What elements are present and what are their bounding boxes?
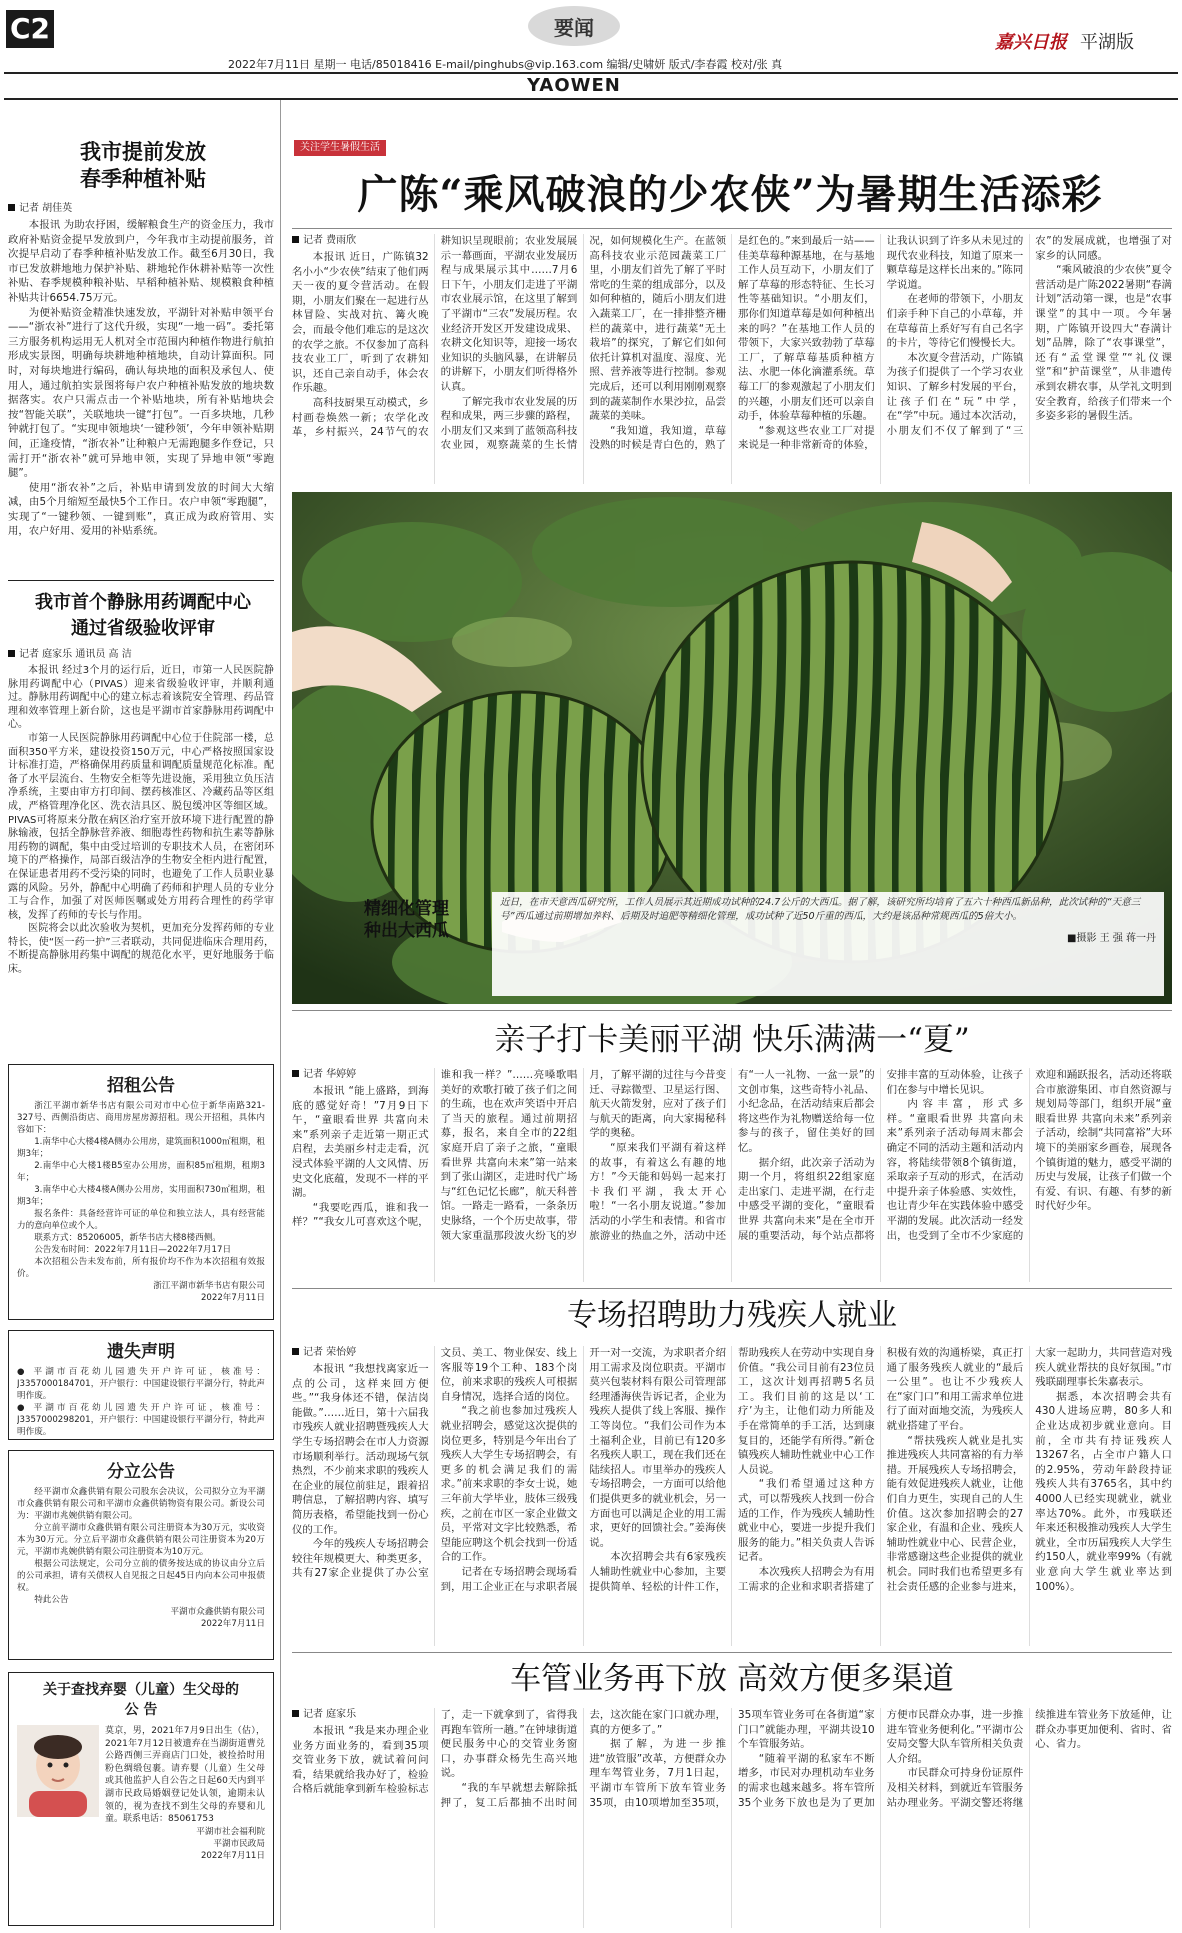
story-2-paragraph: 本报讯 “能上盛路，到海底的感觉好奇！”7月9日下午，“童眼看世界 共富向未来”系列亲子走近第一期正式启程，去美丽乡村走走看，沉浸式体验平湖的人文风情、历史文化底蕴，发现不一样的平湖。 — [292, 1085, 429, 1200]
story-2-byline: 记者 华婷婷 — [292, 1068, 429, 1081]
notice-orphan-signatures — [17, 1826, 265, 1862]
lead-story-paragraph: “参观这些农业工厂对提来说是一种非常新奇的体验，让我认识到了许多从未见过的现代农业科技，知道了原来一颗草莓是这样长出来的。”陈同学说道。 — [737, 235, 1024, 452]
story-4-paragraph: 据了解，为进一步推进“放管服”改革，方便群众办理车驾管业务，7月1日起，平湖市车管所下放车管业务35项，由10项增加至35项，35项车管业务可在各街道“家门口”就能办理，平湖共设10个车管服务站。 — [589, 1709, 875, 1809]
notice-recruit-box — [8, 1064, 274, 1320]
notice-split-body — [17, 1486, 265, 1630]
story-3-body — [292, 1346, 1172, 1594]
notice-orphan-signature-2: 平湖市民政局 — [213, 1838, 265, 1849]
lead-byline: 记者 费雨欣 — [292, 234, 429, 247]
story-3-article — [292, 1346, 1172, 1646]
lead-story-paragraph: “乘风破浪的少农侠”夏令营活动是广陈2022暑期“春满计划”活动第一课，也是“农事课堂”的其中一项。今年暑期，广陈镇开设四大“春满计划”品牌，除了“农事课堂”，还有“孟堂课堂”“礼仪课堂”和“护苗课堂”，从非遗传承到农耕农事，从学礼文明到安全教育，给孩子们带来一个多姿多彩的暑假生活。 — [1035, 264, 1172, 423]
lead-story-paragraph: 本报讯 近日，广陈镇32名小小“少农侠”结束了他们两天一夜的夏令营活动。在假期，小朋友们聚在一起进行丛林冒险、实战对抗、篝火晚会，而最令他们难忘的是这次的农学之旅。不仅参加了高科技农业工厂，听到了农耕知识，还自己亲自动手，体会农作乐趣。 — [292, 251, 429, 395]
notice-orphan-signature-1: 平湖市社会福利院 — [196, 1826, 265, 1837]
mid-left-body — [8, 664, 274, 977]
top-left-headline — [8, 138, 278, 192]
top-left-body — [8, 218, 274, 539]
lead-story-paragraph: 高科技厨果互动模式，乡村画卷焕然一新；农学化改革，乡村振兴，24节气的农耕知识呈现眼前；农业发展展示一幕画面，平湖农业发展历程与成果展示其中……7月6日下午，小朋友们走进了平湖市农业展示馆，在这里了解到了平湖市“三农”发展历程。农业经济开发区开发建设成果、农耕文化知识等，迎接一场农业知识的头脑风暴，在讲解员的讲解下，小朋友们听得格外认真。 — [292, 235, 578, 439]
story-3-paragraph: “帮扶残疾人就业是扎实推进残疾人共同富裕的有力举措。开展残疾人专场招聘会，能有效促进残疾人就业，让他们自力更生，实现自己的人生价值。这次参加招聘会的27家企业，有温和企业、残疾人辅助性就业中心、民营企业，非常感谢这些企业提供的就业机会。同时我们也希望更多有社会责任感的企业参与进来，大家一起助力，共同营造对残疾人就业帮扶的良好氛围。”市残联副理事长朱嘉表示。 — [886, 1347, 1172, 1593]
top-left-byline: 记者 胡佳英 — [8, 202, 274, 215]
top-left-para-3: 使用“浙农补”之后，补贴申请到发放的时间大大缩减，由5个月缩短至最快5个工作日。农户申领“零跑腿”，实现了“一键秒领、一键到账”，真正成为政府管用、实用，农户好用、爱用的补贴系统。 — [8, 481, 274, 538]
masthead-rule-thin — [4, 98, 1178, 100]
notice-recruit-para: 本次招租公告未发布前，所有报价均不作为本次招租有效报价。 — [17, 1257, 265, 1279]
notice-lost-title: 遗失声明 — [107, 1342, 175, 1362]
story-4-body — [292, 1708, 1172, 1810]
notice-recruit-para: 3.南华中心大楼4楼A侧办公用房，实用面积730㎡租期，租期3年； — [17, 1185, 265, 1207]
byline-square-icon — [8, 204, 15, 211]
lead-story-paragraph: 了解完我市农业发展的历程和成果，两三步骤的路程，小朋友们又来到了蓝领高科技农业园，观察蔬菜的生长情况，如何规模化生产。在蓝领高科技农业示范园蔬菜工厂里，小朋友们首先了解了平时常吃的生菜的组成部分，以及如何种植的，随后小朋友们进入蔬菜工厂，在一排排整齐栅栏的蔬菜中，进行蔬菜“无土栽培”的探究，了解它们如何依托计算机对温度、湿度、光照、营养液等进行控制。参观完成后，还可以利用刚刚观察到的蔬菜制作水果沙拉，品尝蔬菜的美味。 — [440, 235, 726, 452]
notice-recruit-para: 2.南华中心大楼1楼B5室办公用房，面积85㎡租期，租期3年； — [17, 1161, 265, 1183]
story-3-paragraph: 今年的残疾人专场招聘会较往年规模更大、种类更多，共有27家企业提供了办公室文员、美工、物业保安、线上客服等19个工种、183个岗位，前来求职的残疾人可根据自身情况，选择合适的岗位。 — [292, 1347, 578, 1580]
notice-recruit-signature: 浙江平湖市新华书店有限公司 — [153, 1281, 265, 1291]
mid-left-para-2: 市第一人民医院静脉用药调配中心位于住院部一楼，总面积350平方米，建设投资150万元，中心严格按照国家设计标准打造，严格确保用药质量和调配质量规范化标准。配备了水平层流台、生物安全柜等先进设施，采用独立负压洁净系统，主要由审方打印间、摆药核准区、冷藏药品等区组成，严格管理净化区、洗衣洁具区、脱包缓冲区等细区域。PIVAS可将原来分散在病区治疗室开放环境下进行配置的静脉输液，包括全静脉营养液、细胞毒性药物和抗生素等静脉用药物的调配，集中由受过培训的专职技术人员，在密闭环境下的严格操作，局部百级洁净的生物安全柜内进行配置，在保证患者用药不受污染的同时，也避免了工作人员职业暴露的风险。另外，静配中心明确了药师和护理人员的专业分工与合作，加强了对医师医嘱或处方用药合理性的药学审核，发挥了药师的专长与作用。 — [8, 732, 274, 921]
left-column-divider — [280, 100, 281, 1930]
top-left-para-1: 本报讯 为助农抒困，缓解粮食生产的资金压力，我市政府补贴资金提早发放到户，今年我市主动提前服务，首次提早启动了春季种植补贴发放工作。截至6月30日，我市已发放耕地地力保护补贴、耕地轮作休耕补贴等一次性补贴、春季规模种粮补贴、早稻种植补贴、规模粮食种植补贴共计6654.75万元。 — [8, 219, 274, 304]
masthead-rule-thick — [4, 72, 1178, 74]
photo-credit: ■摄影 王 强 蒋一丹 — [1067, 933, 1156, 944]
notice-split-para: 特此公告 — [34, 1595, 69, 1605]
mid-left-headline-line-2: 通过省级验收评审 — [71, 618, 215, 639]
section-title-cn: 要闻 — [554, 16, 594, 40]
notice-recruit-para: 联系方式：85206005，新华书店大楼8楼西侧。 — [34, 1233, 221, 1243]
byline-square-icon — [292, 236, 299, 243]
story-3-headline: 专场招聘助力残疾人就业 — [567, 1298, 897, 1333]
lead-kicker: 关注学生暑假生活 — [294, 140, 386, 156]
story-4-headline: 车管业务再下放 高效方便多渠道 — [510, 1661, 954, 1697]
photo-caption-title-1: 精细化管理 — [364, 899, 449, 919]
notice-orphan-box — [8, 1672, 274, 1926]
lead-headline-rule — [292, 228, 1172, 229]
story-4-paragraph: 市民群众可持身份证原件及相关材料，到就近车管服务站办理业务。平湖交警还将继续推进车管业务下放延伸，让群众办事更加便利、省时、省心、省力。 — [886, 1709, 1172, 1809]
story-2-paragraph: “原来我们平湖有着这样的故事，有着这么有趣的地方！”今天能和妈妈一起来打卡我们平湖，我太开心啦！“一名小朋友说道。”参加活动的小学生和表情。和省市旅游业的热血之外，活动中还有“一人一礼物、一盆一景”的文创市集，这些奇特小礼品、小纪念品，在活动结束后都会将这些作为礼物赠送给每一位参与的孩子，留住美好的回忆。 — [589, 1069, 875, 1242]
story-4-article — [292, 1708, 1172, 1928]
section-title-en: YAOWEN — [527, 75, 621, 96]
lead-headline: 广陈“乘风破浪的少农侠”为暑期生活添彩 — [357, 171, 1103, 218]
mid-left-headline — [8, 590, 278, 642]
notice-split-signature: 平湖市众鑫供销有限公司 — [170, 1607, 265, 1617]
story-4-paragraph: “我的车早就想去解除抵押了，复工后都抽不出时间去，这次能在家门口就办理，真的方便多了。” — [440, 1709, 726, 1809]
story-4-rule — [292, 1652, 1172, 1653]
date-line: 2022年7月11日 星期一 电话/85018416 E-mail/pinghubs@vip.163.com 编辑/史啸妍 版式/李春霞 校对/张 真 — [228, 58, 783, 71]
story-3-paragraph: “我之前也参加过残疾人就业招聘会，感觉这次提供的岗位更多，特别是今年出台了残疾人大学生专场招聘会，有更多的机会满足我们的需求。”前来求职的李女士说，她三年前大学毕业，肢体三级残疾，之前在市区一家企业做文员，平常对文字比较熟悉，希望能应聘这个机会找到一份适合的工作。 — [440, 1405, 578, 1564]
story-2-paragraph: 据介绍，此次亲子活动为期一个月，将组织22组家庭走出家门、走进平湖，在行走中感受平湖的变化，“童眼看世界 共富向未来”是在全市开展的重要活动，每个站点都将安排丰富的互动体验，让孩子们在参与中增长见识。 — [737, 1069, 1024, 1242]
notice-recruit-para: 1.南华中心大楼4楼A侧办公用房，建筑面积1000㎡租期，租期3年； — [17, 1137, 265, 1159]
edition-name: 平湖版 — [1080, 32, 1134, 53]
mid-left-para-1: 本报讯 经过3个月的运行后，近日，市第一人民医院静脉用药调配中心（PIVAS）迎来省级验收评审，并顺利通过。静脉用药调配中心的建立标志着该院安全管理、药品管理和效率管理上新台阶，这也是平湖市首家静脉用药调配中心。 — [8, 665, 274, 731]
top-left-article — [8, 202, 274, 562]
lead-story-paragraph: 本次夏令营活动，广陈镇为孩子们提供了一个学习农业知识、了解乡村发展的平台，让孩子们在“玩”中学，在“学”中玩。通过本次活动，小朋友们不仅了解到了“三农”的发展成就，也增强了对家乡的认同感。 — [886, 235, 1172, 437]
story-3-byline: 记者 荣怡婷 — [292, 1346, 429, 1359]
notice-orphan-title-1: 关于查找弃婴（儿童）生父母的 — [43, 1682, 239, 1698]
story-2-paragraph: 内容丰富，形式多样。“童眼看世界 共富向未来”系列亲子活动每周末都会确定不同的活动主题和活动内容，将陆续带领8个镇街道，采取亲子互动的形式，在活动中提升亲子体验感、实效性，也让青少年在实践体验中感受平湖的发展。此次活动一经发出，也受到了全市不少家庭的欢迎和踊跃报名，活动还将联合市旅游集团、市自然资源与规划局等部门，组织开展“童眼看世界 共富向未来”系列亲子活动，绘制“共同富裕”大环境下的美丽家乡画卷，展现各个镇街道的魅力，感受平湖的历史与发展，让孩子们做一个有爱、有识、有趣、有梦的新时代好少年。 — [886, 1069, 1172, 1242]
story-3-paragraph: 本报讯 “我想找离家近一点的公司，这样来回方便些。”“我身体还不错，保洁岗能做。”……近日，第十六届我市残疾人就业招聘暨残疾人大学生专场招聘会在市人力资源市场顺利举行。活动现场气氛热烈，不少前来求职的残疾人在企业的展位前驻足，跟着招聘信息，了解招聘内容、填写简历表格，希望能找到一份心仪的工作。 — [292, 1363, 429, 1536]
page-code-box — [6, 10, 54, 48]
top-left-para-2: 为便补贴资金精准快速发放，平湖针对补贴申领平台——“浙农补”进行了这代升级，实现“一地一码”。委托第三方服务机构运用无人机对全市范围内种植作物进行航拍形成实景图，明确每块耕地种植地块，自动计算面积。同时，对每块地进行编码，确认每块地的面积及承包人、使用人，通过航拍实景图将每户农户种植补贴发放的地块数据落实。农户只需点击一个补贴地块，所有补贴地块会按“智能关联”，关联地块一键“打包”。一百多块地，几秒钟就打包了。“实现申领地块‘一键秒领’，今年申领补贴期间，正逢疫情，“浙农补”让种粮户无需跑腿多作登记，只需打开“浙农补”就可异地申领，实现了异地申领“零跑腿”。 — [8, 306, 274, 480]
story-3-paragraph: “我们希望通过这种方式，可以帮残疾人找到一份合适的工作，作为残疾人辅助性就业中心，要进一步提升我们服务的能力。”相关负责人告诉记者。 — [737, 1478, 875, 1564]
top-left-headline-line-2: 春季种植补贴 — [80, 166, 206, 191]
mid-left-para-3: 医院将会以此次验收为契机，更加充分发挥药师的专业特长，使“医一药一护”三者联动，共同促进临床合理用药，不断提高静脉用药集中调配的规范化水平，更好地服务于临床。 — [8, 923, 274, 976]
notice-recruit-para: 报名条件：具备经营许可证的单位和独立法人，具有经营能力的意向单位或个人。 — [17, 1209, 265, 1231]
story-3-paragraph: 记者在专场招聘会现场看到，用工企业正在与求职者展开一对一交流，为求职者介绍用工需求及岗位职责。平湖市莫兴包装材料有限公司管理部经理潘海侠告诉记者，企业为残疾人提供了线上客服、操作工等岗位。“我们公司作为本土福利企业，目前已有120多名残疾人职工，现在我们还在陆续招人。市里举办的残疾人专场招聘会，一方面可以给他们提供更多的就业机会，另一方面也可以满足企业的用工需求，更好的回馈社会。”姜海侠说。 — [440, 1347, 726, 1593]
notice-recruit-para: 浙江平湖市新华书店有限公司对市中心位于新华南路321-327号、西侧沿街店、商用房屋房源招租。现公开招租，具体内容如下： — [17, 1101, 265, 1135]
top-left-headline-line-1: 我市提前发放 — [80, 139, 206, 164]
watermelon-photo — [292, 492, 1172, 1004]
byline-square-icon — [292, 1348, 299, 1355]
story-4-paragraph: 本报讯 “我是来办理企业业务方面业务的，看到35项交管业务下放，就试着问问看，结果就给我办好了，检验合格后就能拿到新车检验标志了，走一下就拿到了，省得我再跑车管所一趟。”在钟埭街道便民服务中心的交管业务窗口，办事群众杨先生高兴地说。 — [292, 1709, 578, 1796]
notice-recruit-date: 2022年7月11日 — [200, 1293, 265, 1303]
mid-left-article — [8, 648, 274, 1048]
notice-recruit-title: 招租公告 — [107, 1076, 175, 1096]
notice-split-box — [8, 1450, 274, 1660]
lead-story-paragraph: “我知道，我知道，草莓没熟的时候是青白色的，熟了是红色的。”来到最后一站——佳美草莓种源基地，在与基地工作人员互动下，小朋友们了解了草莓的形态特征、生长习性等基础知识。“小朋友们，那你们知道草莓是如何种植出来的吗？”在基地工作人员的带领下，大家兴致勃勃了草莓工厂，了解草莓基质种植方法、水肥一体化滴灌系统。草莓工厂的参观激起了小朋友们的兴趣，小朋友们还可以亲自动手，体验草莓种植的乐趣。 — [589, 235, 875, 452]
story-3-paragraph: 本次残疾人招聘会为有用工需求的企业和求职者搭建了积极有效的沟通桥梁，真正打通了服务残疾人就业的“最后一公里”。也让不少残疾人在“家门口”和用工需求单位进行了面对面地交流，为残疾人就业搭建了平台。 — [737, 1347, 1024, 1593]
lead-story-paragraph: 在老师的带领下，小朋友们亲手种下自己的小草莓，并在草莓苗上系好写有自己名字的卡片，等待它们慢慢长大。 — [886, 293, 1024, 350]
notice-split-para: 经平湖市众鑫供销有限公司股东会决议，公司拟分立为平湖市众鑫供销有限公司和平湖市众鑫供销物资有限公司。新设公司为：平湖市兆婉供销有限公司。 — [17, 1487, 265, 1521]
left-divider-1 — [8, 580, 274, 581]
notice-lost-item: ● 平湖市百花幼儿园遗失开户许可证，核准号：J3357000298201，开户银行：中国建设银行平湖分行，特此声明作废。 — [17, 1403, 265, 1437]
story-3-rule — [292, 1288, 1172, 1289]
byline-square-icon — [8, 650, 15, 657]
story-4-byline: 记者 庭家乐 — [292, 1708, 429, 1721]
story-2-body — [292, 1068, 1172, 1243]
story-2-paragraph: “我要吃西瓜，谁和我一样？”“我女儿可喜欢这个呢，谁和我一样？”……亮嗓歌唱美好的欢歌打破了孩子们之间的生疏，也在欢声笑语中开启了当天的旅程。通过前期招募，报名，来自全市的22组家庭开启了亲子之旅，“童眼看世界 共富向未来”第一站来到了张山湖区，走进时代广场与“红色记忆长廊”，航天科普馆。一路走一路看，一条条历史脉络，一个个历史故事，带领大家重温那段波火纷飞的岁月，了解平湖的过往与今昔变迁、寻踪微型、卫星运行图、航天火箭发射，应对了孩子们与航天的距离，向大家揭秘科学的奥秘。 — [292, 1069, 726, 1242]
notice-split-para: 分立前平湖市众鑫供销有限公司注册资本为30万元，实收资本为30万元。分立后平湖市众鑫供销有限公司注册资本为20万元，平湖市兆婉供销有限公司注册资本为10万元。 — [17, 1523, 265, 1557]
photo-caption-text: 近日，在市天意西瓜研究所，工作人员展示其近期成功试种的24.7公斤的大西瓜。据了解，该研究所均培育了五六十种西瓜新品种，此次试种的“天意三号”西瓜通过前期增加养料、后期及时追肥等精细化管理，成功试种了近50斤重的西瓜，大约是该品种常规西瓜的5倍大小。 — [500, 897, 1141, 922]
notice-orphan-title-2: 公 告 — [124, 1702, 158, 1718]
notice-lost-box — [8, 1330, 274, 1440]
mid-left-headline-line-1: 我市首个静脉用药调配中心 — [35, 592, 251, 613]
mid-left-byline: 记者 庭家乐 通讯员 高 洁 — [8, 648, 274, 661]
notice-orphan-date: 2022年7月11日 — [200, 1850, 265, 1861]
byline-square-icon — [292, 1710, 299, 1717]
lead-article — [292, 234, 1172, 484]
notice-split-para: 根据公司法规定，公司分立前的债务按达成的协议由分立后的公司承担，请有关债权人自见报之日起45日内向本公司申报债权。 — [17, 1559, 265, 1593]
page-code: C2 — [9, 12, 51, 45]
notice-lost-body — [17, 1366, 265, 1438]
photo-caption-title — [364, 898, 449, 942]
story-4-paragraph: “随着平湖的私家车不断增多，市民对办理机动车业务的需求也越来越多。将车管所35个业务下放也是为了更加方便市民群众办事，进一步推进车管业务便利化。”平湖市公安局交警大队车管所相关负责人介绍。 — [737, 1709, 1024, 1809]
notice-recruit-para: 公告发布时间：2022年7月11日—2022年7月17日 — [34, 1245, 232, 1255]
story-3-paragraph: 据悉，本次招聘会共有430人进场应聘，80多人和企业达成初步就业意向。目前，全市共有持证残疾人13267名，占全市户籍人口的2.95%，劳动年龄段持证残疾人共有3765名，其中约4000人已经实现就业，就业率达70%。此外，市残联还年来还积极推动残疾人大学生就业，全市历届残疾人大学生约150人，就业率99%（有就业意向大学生就业率达到100%）。 — [1035, 1390, 1172, 1593]
baby-photo-icon — [17, 1725, 99, 1817]
orphan-photo — [17, 1725, 99, 1817]
byline-square-icon — [292, 1070, 299, 1077]
notice-lost-item: ● 平湖市百花幼儿园遗失开户许可证，核准号：J3357000184701，开户银行：中国建设银行平湖分行，特此声明作废。 — [17, 1367, 265, 1401]
lead-body — [292, 234, 1172, 453]
story-2-headline: 亲子打卡美丽平湖 快乐满满一“夏” — [494, 1022, 970, 1058]
story-2-rule — [292, 1010, 1172, 1011]
photo-caption-title-2: 种出大西瓜 — [364, 921, 449, 941]
story-2-article — [292, 1068, 1172, 1282]
notice-split-title: 分立公告 — [107, 1462, 175, 1482]
paper-logo: 嘉兴日报 — [995, 32, 1067, 53]
story-3-paragraph: 本次招聘会共有6家残疾人辅助性就业中心参加，主要提供简单、轻松的计件工作，帮助残疾人在劳动中实现自身价值。“我公司目前有23位员工，这次计划再招聘5名员工。我们目前的这是以‘工疗’为主，让他们动力所能及手在常简单的手工活，达到康复目的，还能学有所得。”新仓镇残疾人辅助性就业中心工作人员说。 — [589, 1347, 875, 1593]
notice-recruit-body — [17, 1100, 265, 1304]
photo-caption-panel — [492, 892, 1164, 996]
notice-split-date: 2022年7月11日 — [200, 1619, 265, 1629]
notice-orphan-body: 莫京，男，2021年7月9日出生（估），2021年7月12日被遗弃在当湖街道曹兑公路西侧三弄商店门口处，被捡拾时用粉色绸缎包裹。请弃婴（儿童）生父母或其他监护人自公告之日起60天内到平湖市民政局婚姻登记处认领，逾期未认领的，视为查找不到生父母的弃婴和儿童。联系电话：85061753 — [105, 1726, 265, 1825]
